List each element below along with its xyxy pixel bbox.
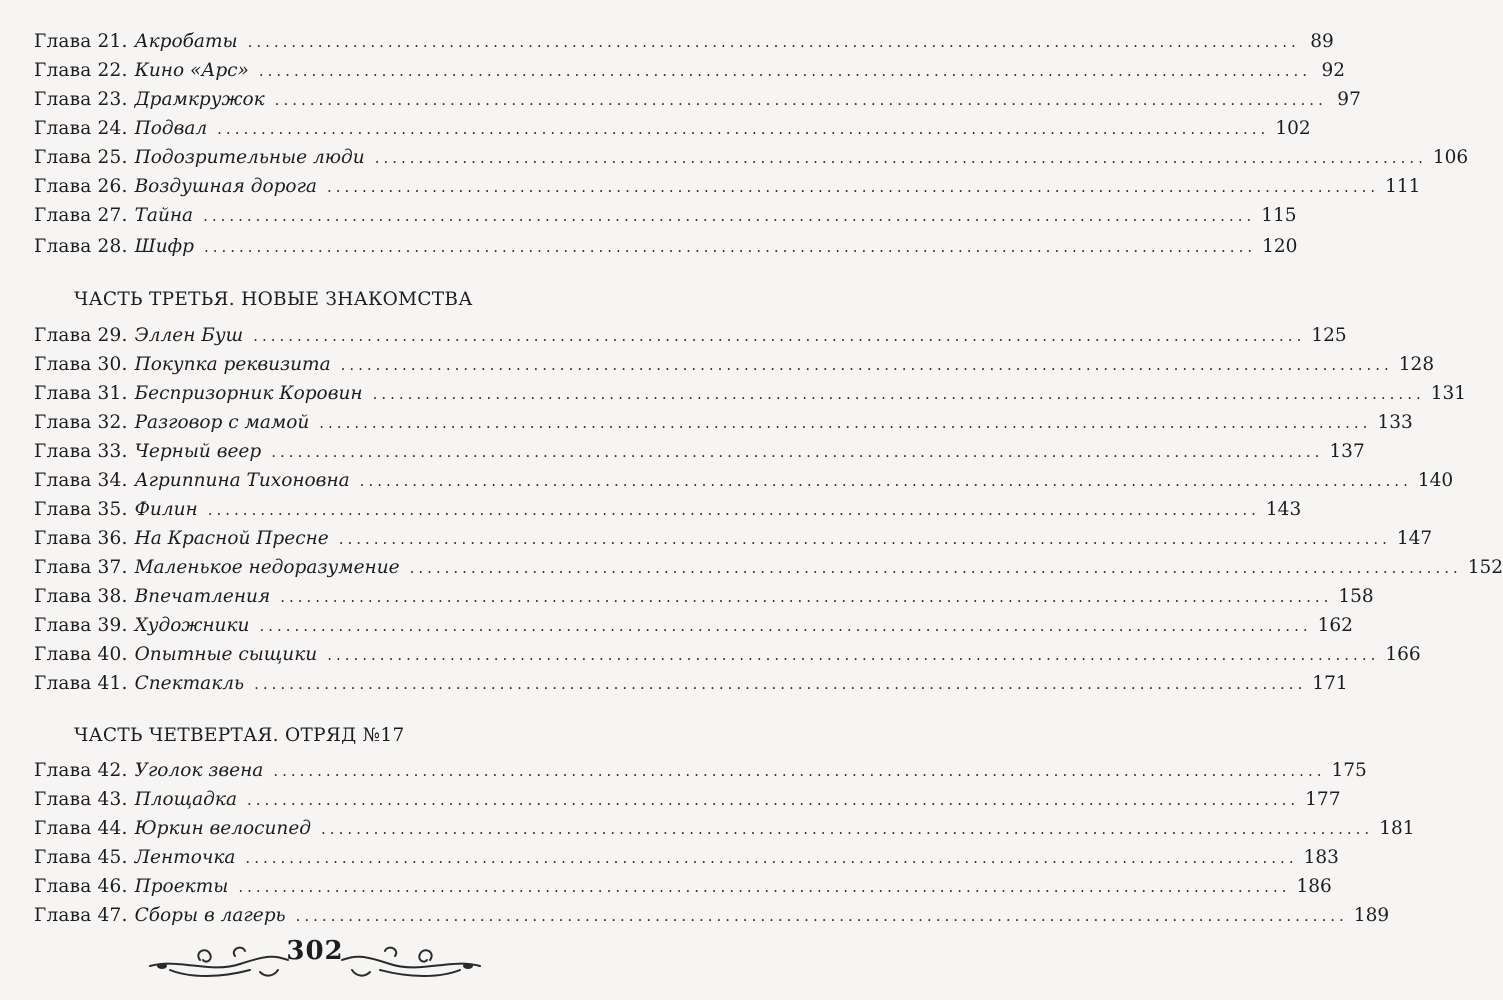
chapter-title: Агриппина Тихоновна bbox=[134, 470, 350, 491]
part-three-heading: ЧАСТЬ ТРЕТЬЯ. НОВЫЕ ЗНАКОМСТВА bbox=[74, 289, 473, 310]
dot-leader: ........................................................................................................................ bbox=[338, 530, 1391, 548]
toc-entry bbox=[34, 380, 1467, 408]
chapter-label: Глава 46. bbox=[34, 876, 128, 897]
toc-entry bbox=[34, 902, 1390, 930]
chapter-title: Подвал bbox=[134, 118, 208, 139]
chapter-label: Глава 30. bbox=[34, 354, 128, 375]
dot-leader: ........................................................................................................................ bbox=[207, 501, 1260, 519]
dot-leader: ........................................................................................................................ bbox=[254, 675, 1307, 693]
chapter-page: 115 bbox=[1261, 205, 1297, 226]
dot-leader: ........................................................................................................................ bbox=[246, 791, 1300, 809]
chapter-label: Глава 42. bbox=[34, 760, 128, 781]
dot-leader: ........................................................................................................................ bbox=[258, 62, 1312, 80]
toc-entry bbox=[34, 233, 1298, 261]
toc-entry bbox=[34, 815, 1415, 843]
toc-entry bbox=[34, 144, 1469, 172]
chapter-page: 166 bbox=[1385, 644, 1421, 665]
part-four-heading: ЧАСТЬ ЧЕТВЕРТАЯ. ОТРЯД №17 bbox=[74, 725, 405, 746]
chapter-label: Глава 26. bbox=[34, 176, 128, 197]
chapter-title: Шифр bbox=[134, 236, 194, 257]
dot-leader: ........................................................................................................................ bbox=[340, 356, 1393, 374]
chapter-title: Опытные сыщики bbox=[134, 644, 318, 665]
toc-entry bbox=[34, 873, 1332, 901]
toc-entry bbox=[34, 86, 1361, 114]
chapter-page: 189 bbox=[1353, 905, 1390, 926]
toc-entry bbox=[34, 757, 1367, 785]
chapter-title: Кино «Арс» bbox=[134, 60, 249, 81]
toc-entry bbox=[34, 202, 1297, 230]
chapter-label: Глава 32. bbox=[34, 412, 128, 433]
dot-leader: ........................................................................................................................ bbox=[203, 238, 1257, 256]
chapter-page: 181 bbox=[1379, 818, 1415, 839]
chapter-title: Спектакль bbox=[134, 673, 245, 694]
chapter-title: Ленточка bbox=[134, 847, 236, 868]
chapter-page: 131 bbox=[1430, 383, 1467, 404]
chapter-label: Глава 23. bbox=[34, 89, 128, 110]
chapter-page: 120 bbox=[1262, 236, 1298, 257]
chapter-page: 177 bbox=[1305, 789, 1341, 810]
chapter-page: 97 bbox=[1337, 89, 1361, 110]
chapter-label: Глава 29. bbox=[34, 325, 128, 346]
chapter-label: Глава 38. bbox=[34, 586, 128, 607]
toc-entry bbox=[34, 612, 1353, 640]
dot-leader: ........................................................................................................................ bbox=[295, 907, 1348, 925]
chapter-title: Филин bbox=[134, 499, 198, 520]
chapter-title: Разговор с мамой bbox=[134, 412, 310, 433]
dot-leader: ........................................................................................................................ bbox=[273, 762, 1326, 780]
chapter-title: Художники bbox=[134, 615, 250, 636]
chapter-page: 183 bbox=[1303, 847, 1339, 868]
chapter-page: 111 bbox=[1385, 176, 1421, 197]
chapter-title: Юркин велосипед bbox=[134, 818, 312, 839]
toc-entry bbox=[34, 467, 1454, 495]
page-number: 302 bbox=[286, 936, 344, 966]
toc-entry bbox=[34, 322, 1347, 350]
chapter-page: 133 bbox=[1377, 412, 1413, 433]
chapter-label: Глава 21. bbox=[34, 31, 128, 52]
toc-entry bbox=[34, 438, 1365, 466]
chapter-title: Площадка bbox=[134, 789, 237, 810]
dot-leader: ........................................................................................................................ bbox=[259, 617, 1312, 635]
chapter-label: Глава 47. bbox=[34, 905, 128, 926]
toc-entry bbox=[34, 57, 1346, 85]
dot-leader: ........................................................................................................................ bbox=[374, 149, 1427, 167]
chapter-title: Воздушная дорога bbox=[134, 176, 317, 197]
dot-leader: ........................................................................................................................ bbox=[372, 385, 1425, 403]
toc-entry bbox=[34, 641, 1421, 669]
chapter-title: Маленькое недоразумение bbox=[134, 557, 400, 578]
chapter-label: Глава 43. bbox=[34, 789, 128, 810]
toc-entry bbox=[34, 554, 1503, 582]
dot-leader: ........................................................................................................................ bbox=[271, 443, 1324, 461]
toc-entry bbox=[34, 786, 1341, 814]
toc-entry bbox=[34, 409, 1413, 437]
chapter-page: 125 bbox=[1311, 325, 1347, 346]
chapter-label: Глава 36. bbox=[34, 528, 128, 549]
chapter-page: 158 bbox=[1338, 586, 1374, 607]
chapter-page: 143 bbox=[1265, 499, 1302, 520]
chapter-label: Глава 33. bbox=[34, 441, 128, 462]
chapter-title: Тайна bbox=[134, 205, 194, 226]
chapter-label: Глава 37. bbox=[34, 557, 128, 578]
chapter-label: Глава 24. bbox=[34, 118, 128, 139]
dot-leader: ........................................................................................................................ bbox=[253, 327, 1306, 345]
dot-leader: ........................................................................................................................ bbox=[274, 91, 1327, 109]
chapter-page: 140 bbox=[1417, 470, 1454, 491]
chapter-page: 147 bbox=[1396, 528, 1433, 549]
dot-leader: ........................................................................................................................ bbox=[238, 878, 1291, 896]
toc-entry bbox=[34, 844, 1339, 872]
chapter-title: Проекты bbox=[134, 876, 229, 897]
chapter-label: Глава 39. bbox=[34, 615, 128, 636]
chapter-title: Эллен Буш bbox=[134, 325, 244, 346]
chapter-label: Глава 44. bbox=[34, 818, 128, 839]
page-footer bbox=[140, 930, 490, 990]
toc-entry bbox=[34, 173, 1421, 201]
dot-leader: ........................................................................................................................ bbox=[321, 820, 1374, 838]
chapter-title: На Красной Пресне bbox=[134, 528, 329, 549]
chapter-label: Глава 40. bbox=[34, 644, 128, 665]
chapter-label: Глава 27. bbox=[34, 205, 128, 226]
dot-leader: ........................................................................................................................ bbox=[217, 120, 1270, 138]
chapter-title: Беспризорник Коровин bbox=[134, 383, 363, 404]
dot-leader: ........................................................................................................................ bbox=[409, 559, 1462, 577]
chapter-title: Драмкружок bbox=[134, 89, 265, 110]
dot-leader: ........................................................................................................................ bbox=[359, 472, 1412, 490]
chapter-page: 162 bbox=[1317, 615, 1353, 636]
chapter-page: 186 bbox=[1296, 876, 1332, 897]
dot-leader: ........................................................................................................................ bbox=[203, 207, 1256, 225]
dot-leader: ........................................................................................................................ bbox=[247, 33, 1300, 51]
chapter-page: 89 bbox=[1310, 31, 1334, 52]
chapter-title: Сборы в лагерь bbox=[134, 905, 286, 926]
dot-leader: ........................................................................................................................ bbox=[319, 414, 1372, 432]
chapter-label: Глава 41. bbox=[34, 673, 128, 694]
toc-entry bbox=[34, 496, 1302, 524]
chapter-label: Глава 45. bbox=[34, 847, 128, 868]
dot-leader: ........................................................................................................................ bbox=[245, 849, 1298, 867]
chapter-page: 106 bbox=[1432, 147, 1469, 168]
chapter-title: Акробаты bbox=[134, 31, 238, 52]
chapter-title: Впечатления bbox=[134, 586, 271, 607]
chapter-label: Глава 34. bbox=[34, 470, 128, 491]
toc-entry bbox=[34, 28, 1334, 56]
dot-leader: ........................................................................................................................ bbox=[327, 646, 1380, 664]
chapter-page: 92 bbox=[1321, 60, 1346, 81]
chapter-page: 102 bbox=[1275, 118, 1311, 139]
toc-entry bbox=[34, 583, 1374, 611]
chapter-page: 128 bbox=[1398, 354, 1435, 375]
chapter-label: Глава 35. bbox=[34, 499, 128, 520]
chapter-title: Подозрительные люди bbox=[134, 147, 365, 168]
dot-leader: ........................................................................................................................ bbox=[326, 178, 1380, 196]
toc-entry bbox=[34, 115, 1311, 143]
chapter-title: Уголок звена bbox=[134, 760, 264, 781]
chapter-page: 152 bbox=[1467, 557, 1503, 578]
chapter-title: Покупка реквизита bbox=[134, 354, 331, 375]
chapter-title: Черный веер bbox=[134, 441, 262, 462]
chapter-label: Глава 28. bbox=[34, 236, 128, 257]
chapter-label: Глава 22. bbox=[34, 60, 128, 81]
chapter-page: 137 bbox=[1329, 441, 1365, 462]
chapter-label: Глава 25. bbox=[34, 147, 128, 168]
chapter-label: Глава 31. bbox=[34, 383, 128, 404]
toc-entry bbox=[34, 670, 1348, 698]
toc-entry bbox=[34, 525, 1433, 553]
toc-entry bbox=[34, 351, 1435, 379]
dot-leader: ........................................................................................................................ bbox=[280, 588, 1333, 606]
chapter-page: 171 bbox=[1312, 673, 1348, 694]
chapter-page: 175 bbox=[1331, 760, 1367, 781]
